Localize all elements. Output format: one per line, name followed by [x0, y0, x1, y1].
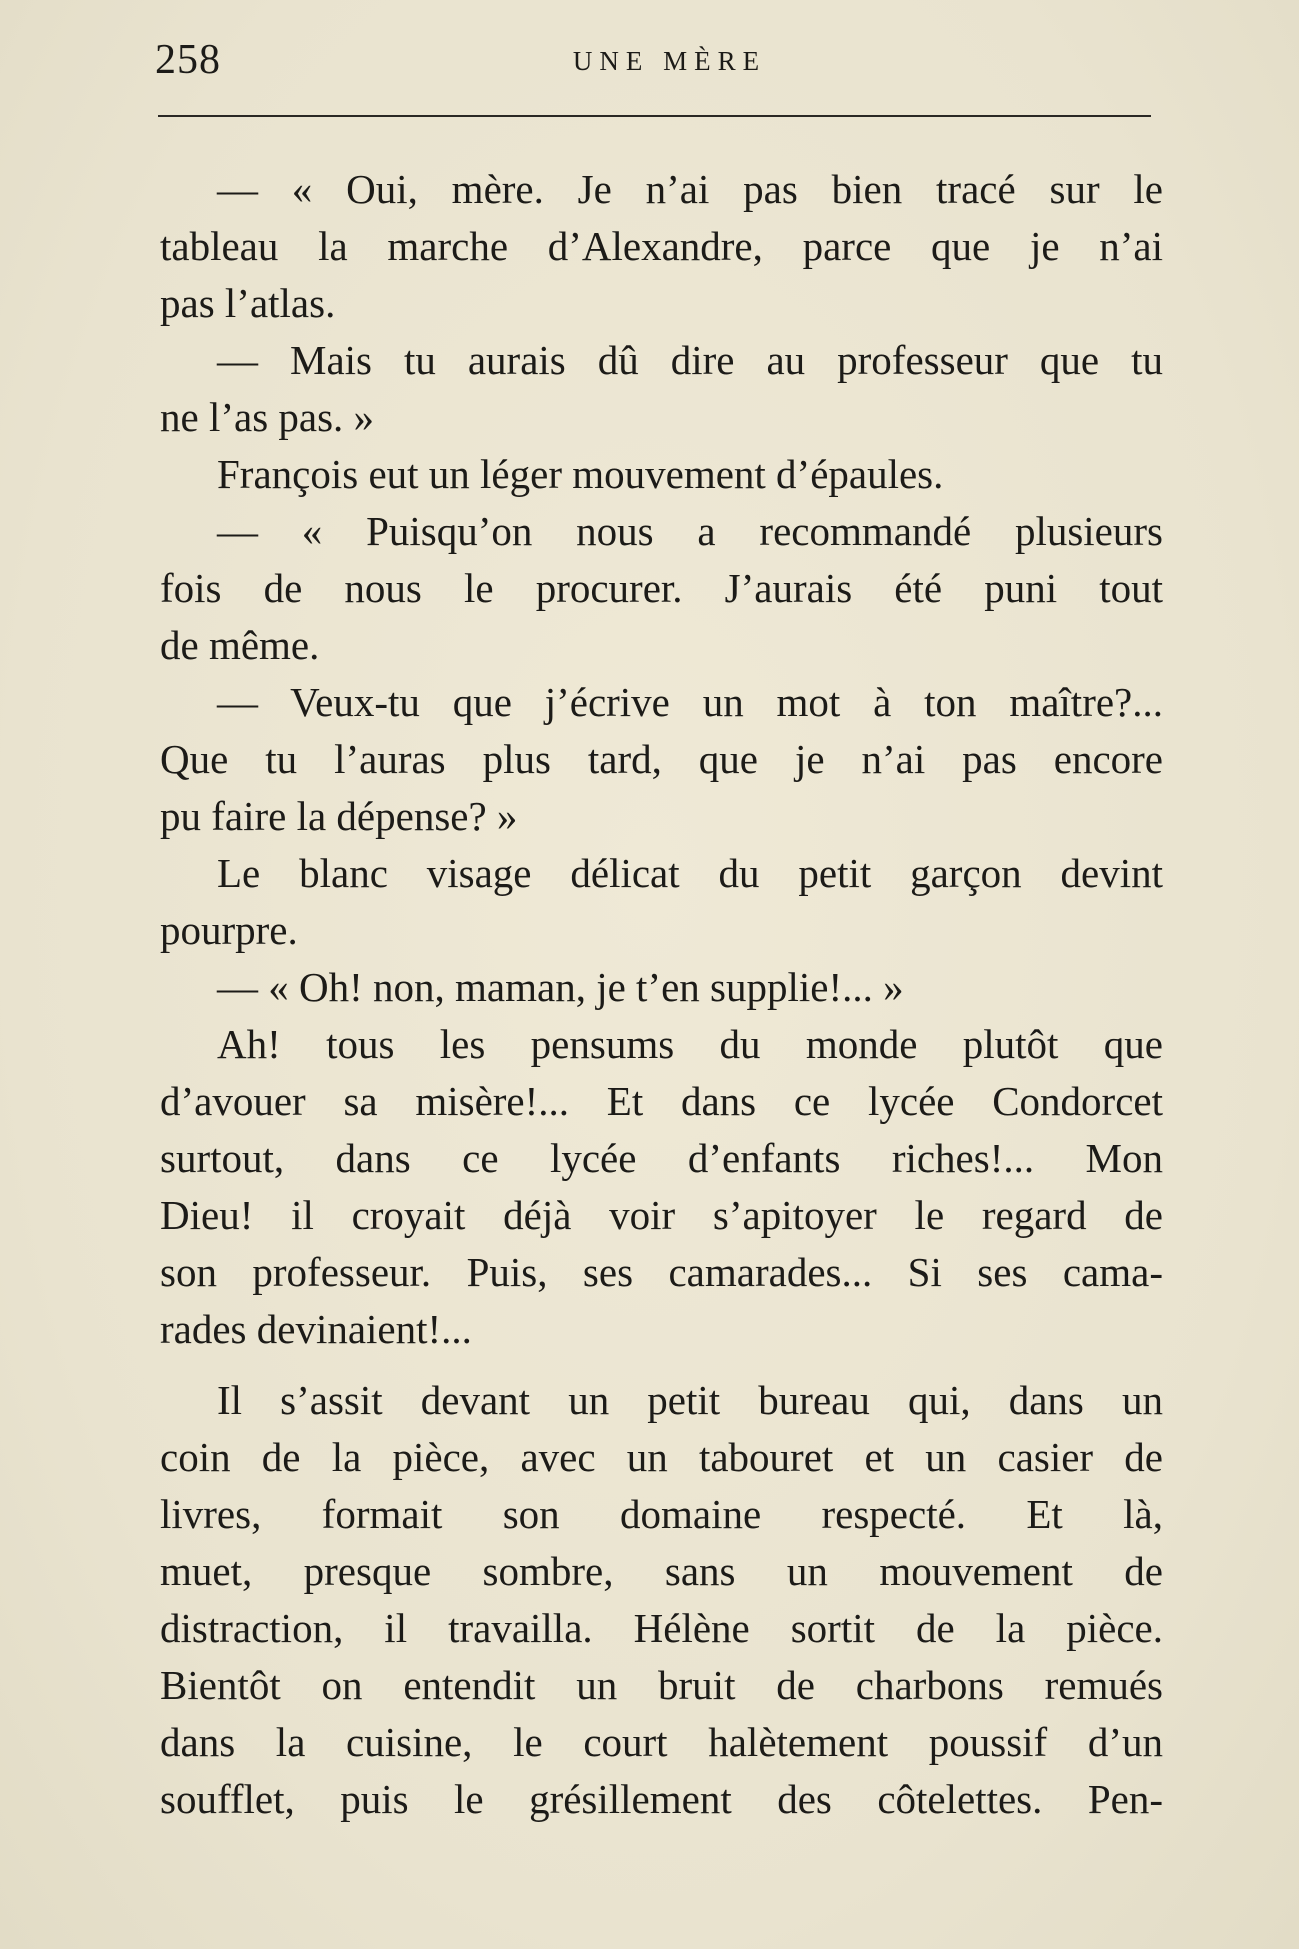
text-line: son professeur. Puis, ses camarades... Si ses cama-: [160, 1249, 1163, 1295]
text-line: muet, presque sombre, sans un mouvement de: [160, 1548, 1163, 1594]
text-line: ne l’as pas. »: [160, 394, 375, 440]
text-line: — Veux-tu que j’écrive un mot à ton maître?...: [217, 679, 1163, 725]
page-number: 258: [155, 37, 221, 83]
text-line: François eut un léger mouvement d’épaules.: [217, 451, 944, 497]
text-line: Que tu l’auras plus tard, que je n’ai pas encore: [160, 736, 1163, 782]
text-line: — Mais tu aurais dû dire au professeur que tu: [217, 337, 1163, 383]
text-line: fois de nous le procurer. J’aurais été puni tout: [160, 565, 1163, 611]
text-line: coin de la pièce, avec un tabouret et un casier de: [160, 1434, 1163, 1480]
text-line: tableau la marche d’Alexandre, parce que je n’ai: [160, 223, 1163, 269]
text-line: Il s’assit devant un petit bureau qui, dans un: [217, 1377, 1163, 1423]
text-line: pas l’atlas.: [160, 280, 336, 326]
text-line: pu faire la dépense? »: [160, 793, 518, 839]
text-line: livres, formait son domaine respecté. Et là,: [160, 1491, 1163, 1537]
text-line: — « Puisqu’on nous a recommandé plusieurs: [217, 508, 1163, 554]
text-line: — « Oh! non, maman, je t’en supplie!... »: [217, 964, 904, 1010]
text-line: surtout, dans ce lycée d’enfants riches!... Mon: [160, 1135, 1163, 1181]
text-line: pourpre.: [160, 907, 298, 953]
running-title: UNE MÈRE: [572, 46, 767, 76]
paragraph-gap: [160, 1358, 1163, 1372]
text-line: d’avouer sa misère!... Et dans ce lycée Condorcet: [160, 1078, 1163, 1124]
text-line: Le blanc visage délicat du petit garçon devint: [217, 850, 1163, 896]
body-text: [160, 161, 1163, 1828]
text-line: Bientôt on entendit un bruit de charbons remués: [160, 1662, 1163, 1708]
text-line: soufflet, puis le grésillement des côtelettes. Pen-: [160, 1776, 1163, 1822]
text-line: Dieu! il croyait déjà voir s’apitoyer le regard de: [160, 1192, 1163, 1238]
text-line: rades devinaient!...: [160, 1306, 472, 1352]
text-line: de même.: [160, 622, 320, 668]
header-rule: [158, 115, 1151, 117]
text-line: — « Oui, mère. Je n’ai pas bien tracé sur le: [217, 166, 1163, 212]
text-line: Ah! tous les pensums du monde plutôt que: [217, 1021, 1163, 1067]
text-line: dans la cuisine, le court halètement poussif d’un: [160, 1719, 1163, 1765]
text-line: distraction, il travailla. Hélène sortit de la pièce.: [160, 1605, 1163, 1651]
